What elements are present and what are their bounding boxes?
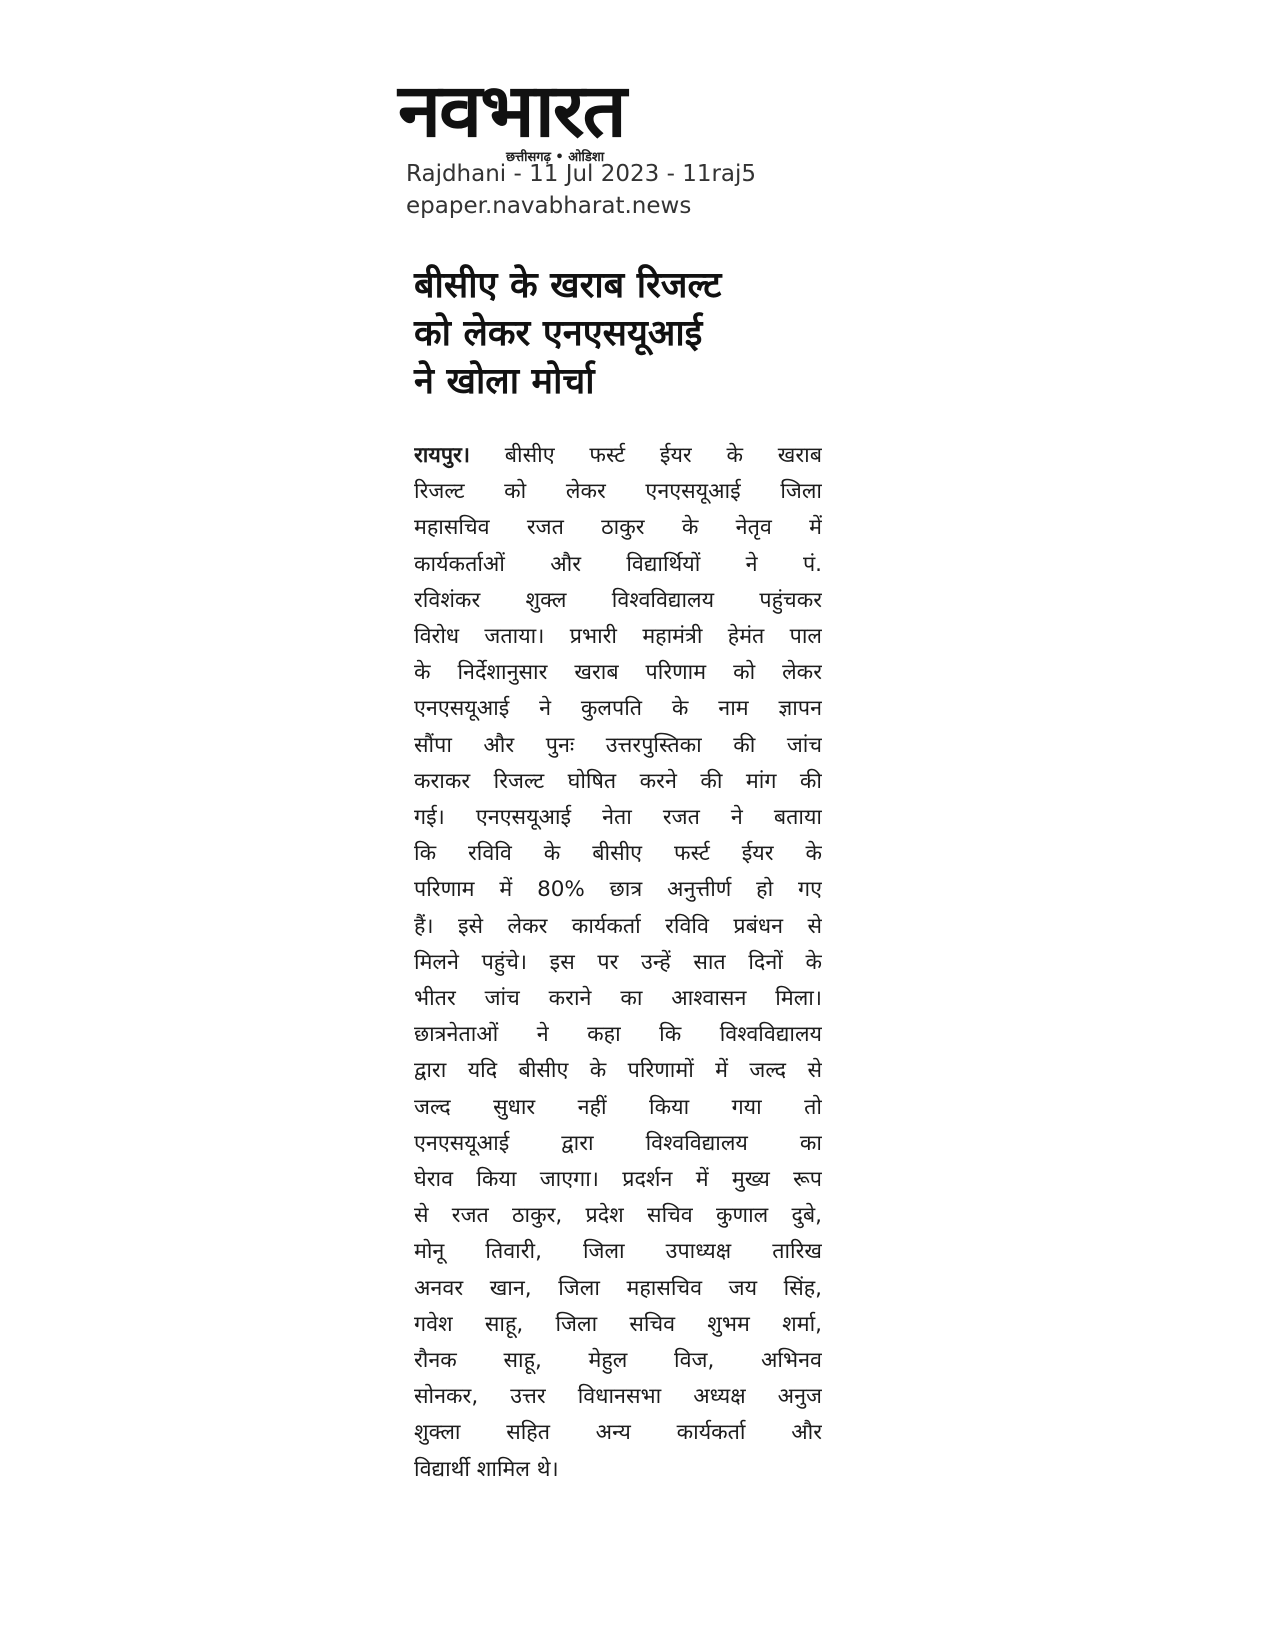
- article-line: रौनक साहू, मेहुल विज, अभिनव: [414, 1348, 822, 1374]
- article-line: सौंपा और पुनः उत्तरपुस्तिका की जांच: [414, 732, 822, 758]
- article-line: कार्यकर्ताओं और विद्यार्थियों ने पं.: [414, 551, 822, 577]
- logo-regions: छत्तीसगढ़ • ओडिशा: [506, 150, 605, 165]
- article-line: शुक्ला सहित अन्य कार्यकर्ता और: [414, 1420, 822, 1446]
- article-line: से रजत ठाकुर, प्रदेश सचिव कुणाल दुबे,: [414, 1203, 822, 1229]
- masthead: [398, 68, 698, 166]
- article-line-text: बीसीए फर्स्ट ईयर के खराब: [470, 443, 822, 468]
- article-line: कि रविवि के बीसीए फर्स्ट ईयर के: [414, 841, 822, 867]
- edition-info: Rajdhani - 11 Jul 2023 - 11raj5: [406, 161, 757, 187]
- article-line: महासचिव रजत ठाकुर के नेतृव में: [414, 515, 822, 541]
- headline-line: को लेकर एनएसयूआई: [414, 313, 703, 354]
- article-line: परिणाम में 80% छात्र अनुत्तीर्ण हो गए: [414, 877, 822, 903]
- article-line: भीतर जांच कराने का आश्वासन मिला।: [414, 986, 822, 1012]
- headline-line: ने खोला मोर्चा: [414, 361, 595, 402]
- article-line: अनवर खान, जिला महासचिव जय सिंह,: [414, 1275, 822, 1301]
- headline-line: बीसीए के खराब रिजल्ट: [414, 265, 722, 306]
- article-line: घेराव किया जाएगा। प्रदर्शन में मुख्य रूप: [414, 1167, 822, 1193]
- article-line: विद्यार्थी शामिल थे।: [414, 1456, 559, 1482]
- article-line: एनएसयूआई ने कुलपति के नाम ज्ञापन: [414, 696, 822, 722]
- dateline: रायपुर।: [414, 443, 470, 468]
- article-line: मोनू तिवारी, जिला उपाध्यक्ष तारिख: [414, 1239, 822, 1265]
- article-line: द्वारा यदि बीसीए के परिणामों में जल्द से: [414, 1058, 822, 1084]
- article-line: विरोध जताया। प्रभारी महामंत्री हेमंत पाल: [414, 624, 822, 650]
- newspaper-logo: नवभारत: [398, 68, 625, 154]
- article-headline: [414, 262, 834, 406]
- article-line: एनएसयूआई द्वारा विश्वविद्यालय का: [414, 1130, 822, 1156]
- article-line: कराकर रिजल्ट घोषित करने की मांग की: [414, 768, 822, 794]
- article-body: [414, 438, 822, 1488]
- article-line: रिजल्ट को लेकर एनएसयूआई जिला: [414, 479, 822, 505]
- article-line: छात्रनेताओं ने कहा कि विश्वविद्यालय: [414, 1022, 822, 1048]
- article-line: गई। एनएसयूआई नेता रजत ने बताया: [414, 805, 822, 831]
- epaper-site: epaper.navabharat.news: [406, 193, 692, 219]
- article-line: रविशंकर शुक्ल विश्वविद्यालय पहुंचकर: [414, 587, 822, 613]
- article-line: सोनकर, उत्तर विधानसभा अध्यक्ष अनुज: [414, 1384, 822, 1410]
- article-line: गवेश साहू, जिला सचिव शुभम शर्मा,: [414, 1311, 822, 1337]
- article-line: के निर्देशानुसार खराब परिणाम को लेकर: [414, 660, 822, 686]
- article-line: जल्द सुधार नहीं किया गया तो: [414, 1094, 822, 1120]
- article-line: [414, 438, 822, 474]
- article-line: हैं। इसे लेकर कार्यकर्ता रविवि प्रबंधन से: [414, 913, 822, 939]
- article-line: मिलने पहुंचे। इस पर उन्हें सात दिनों के: [414, 949, 822, 975]
